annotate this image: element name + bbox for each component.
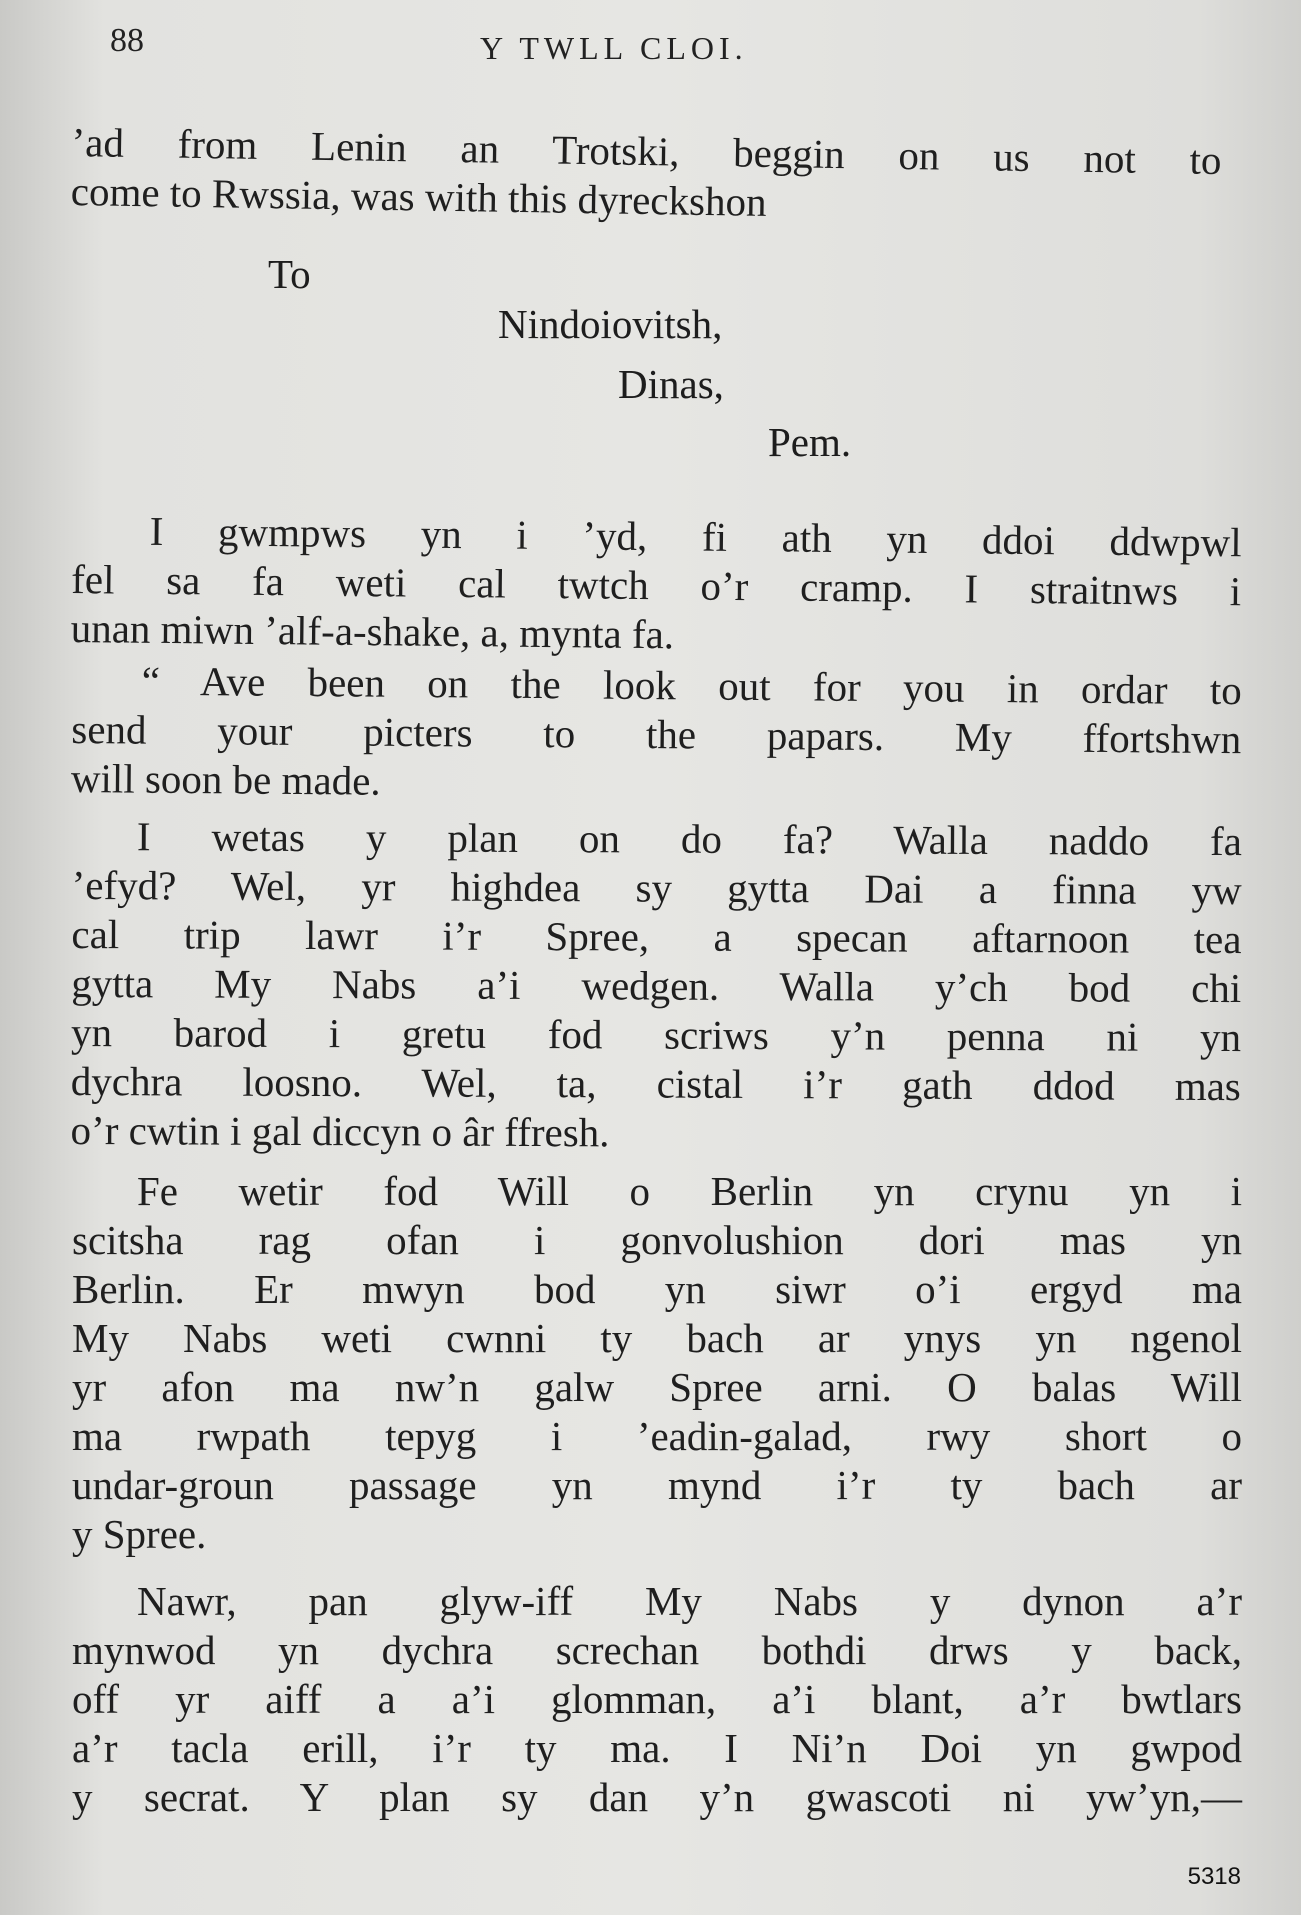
address-to: To — [268, 251, 311, 297]
page-header — [105, 22, 1211, 72]
text-line: mynwod yn dychra screchan bothdi drws y back, — [72, 1627, 1242, 1673]
text-line: a’r tacla erill, i’r ty ma. I Ni’n Doi yn gwpod — [72, 1725, 1242, 1771]
paragraph — [70, 506, 1241, 665]
text-line: cal trip lawr i’r Spree, a specan aftarnoon tea — [71, 910, 1242, 963]
text-line: I wetas y plan on do fa? Walla naddo fa — [136, 813, 1242, 865]
text-line: I gwmpws yn i ’yd, fi ath yn ddoi ddwpwl — [149, 507, 1242, 566]
text-line: unan miwn ’alf-a-shake, a, mynta fa. — [70, 604, 675, 658]
address-line: Pem. — [768, 419, 852, 465]
address-line: Dinas, — [618, 361, 724, 407]
page-number: 88 — [110, 22, 144, 59]
text-line: off yr aiff a a’i glomman, a’i blant, a’r bwtlars — [72, 1676, 1242, 1722]
text-line: ’ad from Lenin an Trotski, beggin on us not to — [71, 118, 1222, 184]
paragraph — [71, 656, 1242, 813]
archive-number: 5318 — [1187, 1863, 1241, 1890]
text-line: fel sa fa weti cal twtch o’r cramp. I straitnws i — [70, 555, 1242, 615]
running-title: Y TWLL CLOI. — [480, 30, 748, 66]
paragraph — [71, 812, 1242, 1160]
text-line: Berlin. Er mwyn bod yn siwr o’i ergyd ma — [72, 1266, 1242, 1312]
text-line: My Nabs weti cwnni ty bach ar ynys yn ngenol — [72, 1315, 1242, 1361]
text-line: ’efyd? Wel, yr highdea sy gytta Dai a finna yw — [71, 861, 1242, 914]
text-line: undar-groun passage yn mynd i’r ty bach ar — [72, 1462, 1242, 1508]
paragraph — [72, 1167, 1242, 1559]
address-line: Nindoiovitsh, — [498, 301, 723, 347]
text-line: Fe wetir fod Will o Berlin yn crynu yn i — [137, 1168, 1242, 1214]
text-line: o’r cwtin i gal diccyn o âr ffresh. — [70, 1106, 610, 1156]
text-line: will soon be made. — [70, 754, 381, 804]
text-line: ma rwpath tepyg i ’eadin-galad, rwy short o — [72, 1413, 1242, 1459]
text-line: y secrat. Y plan sy dan y’n gwascoti ni yw’yn,— — [72, 1774, 1242, 1820]
text-line: gytta My Nabs a’i wedgen. Walla y’ch bod chi — [71, 959, 1242, 1012]
text-line: scitsha rag ofan i gonvolushion dori mas yn — [72, 1217, 1242, 1263]
text-line: yr afon ma nw’n galw Spree arni. O balas Will — [72, 1364, 1242, 1410]
opening-text — [70, 118, 1221, 234]
text-line: dychra loosno. Wel, ta, cistal i’r gath ddod mas — [70, 1057, 1241, 1110]
paragraph — [72, 1577, 1242, 1822]
text-line: send your picters to the papars. My ffortshwn — [71, 705, 1242, 763]
text-line: y Spree. — [72, 1511, 207, 1557]
text-line: Nawr, pan glyw-iff My Nabs y dynon a’r — [137, 1578, 1242, 1624]
text-line: “ Ave been on the look out for you in ordar to — [141, 657, 1242, 714]
text-line: come to Rwssia, was with this dyreckshon — [70, 167, 767, 225]
text-line: yn barod i gretu fod scriws y’n penna ni yn — [70, 1008, 1242, 1061]
